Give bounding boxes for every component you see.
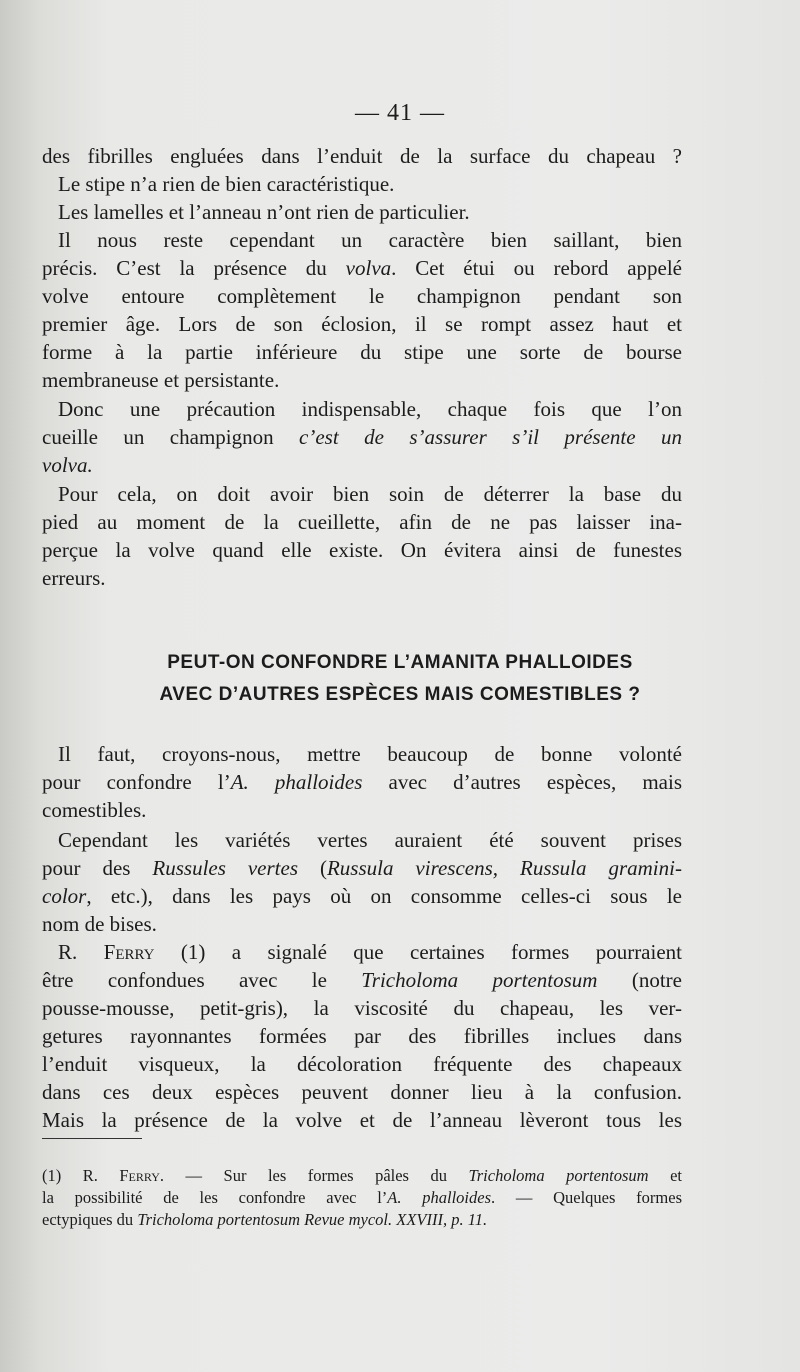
paragraph-line: Mais la présence de la volve et de l’anneau lèveront tous les [42,1108,682,1132]
paragraph-line [42,451,682,479]
page-number: — 41 — [355,100,445,126]
paragraph-line: comestibles. [42,798,147,822]
paragraph-line: Le stipe n’a rien de bien caractéristique. [58,172,395,196]
paragraph-line: getures rayonnantes formées par des fibrilles inclues dans [42,1024,682,1048]
paragraph-line: pour des Russules vertes (Russula virescens, Russula gramini- [42,856,682,880]
paragraph-line: volve entoure complètement le champignon pendant son [42,284,682,308]
footnote-line: (1) R. Ferry. — Sur les formes pâles du Tricholoma portentosum et [42,1166,682,1185]
italic-term: Tricholoma portentosum [361,968,598,992]
footnote-rule [42,1138,142,1139]
paragraph-line: pour confondre l’A. phalloides avec d’autres espèces, mais [42,770,683,794]
author-name: Ferry [103,940,155,964]
paragraph-line: nom de bises. [42,912,157,936]
paragraph-line: R. Ferry (1) a signalé que certaines formes pourraient [58,940,682,964]
footnote-line: la possibilité de les confondre avec l’A. phalloides. — Quelques formes [42,1188,682,1207]
italic-term: A. phalloides [230,770,363,794]
paragraph-line: perçue la volve quand elle existe. On évitera ainsi de funestes [42,538,682,562]
paragraph-line: color, etc.), dans les pays où on consomme celles-ci sous le [42,884,682,908]
paragraph-line: Les lamelles et l’anneau n’ont rien de particulier. [58,200,470,224]
paragraph-line: Pour cela, on doit avoir bien soin de déterrer la base du [58,482,682,506]
italic-term: Russules vertes [152,856,299,880]
paragraph-line: des fibrilles engluées dans l’enduit de la surface du chapeau ? [42,144,682,168]
paragraph-line: être confondues avec le Tricholoma portentosum (notre [42,968,682,992]
italic-term: color [42,884,87,908]
paragraph-line: dans ces deux espèces peuvent donner lieu à la confusion. [42,1080,682,1104]
paragraph-line: précis. C’est la présence du volva. Cet étui ou rebord appelé [42,256,682,280]
paragraph-line: Il nous reste cependant un caractère bien saillant, bien [58,228,682,252]
italic-term: Russula virescens, Russula gramini- [326,856,682,880]
italic-term: volva. [42,453,93,477]
paragraph-line: erreurs. [42,566,106,590]
paragraph-line: Il faut, croyons-nous, mettre beaucoup de bonne volonté [58,742,682,766]
paragraph-line: premier âge. Lors de son éclosion, il se rompt assez haut et [42,312,682,336]
italic-term: volva [345,256,392,280]
paragraph-line: Donc une précaution indispensable, chaque fois que l’on [58,397,682,421]
section-heading: AVEC D’AUTRES ESPÈCES MAIS COMESTIBLES ? [159,684,641,705]
paragraph-line: pied au moment de la cueillette, afin de ne pas laisser ina- [42,510,682,534]
paragraph-line: Cependant les variétés vertes auraient été souvent prises [58,828,682,852]
paragraph-line: membraneuse et persistante. [42,368,280,392]
footnote-line: ectypiques du Tricholoma portentosum Revue mycol. XXVIII, p. 11. [42,1210,488,1229]
italic-phrase: c’est de s’assurer s’il présente un [299,425,682,449]
paragraph-line: cueille un champignon c’est de s’assurer s’il présente un [42,425,682,449]
section-heading: PEUT-ON CONFONDRE L’AMANITA PHALLOIDES [167,652,633,673]
paragraph-line: pousse-mousse, petit-gris), la viscosité du chapeau, les ver- [42,996,682,1020]
paragraph-line: forme à la partie inférieure du stipe une sorte de bourse [42,340,682,364]
paragraph-line: l’enduit visqueux, la décoloration fréquente des chapeaux [42,1052,682,1076]
